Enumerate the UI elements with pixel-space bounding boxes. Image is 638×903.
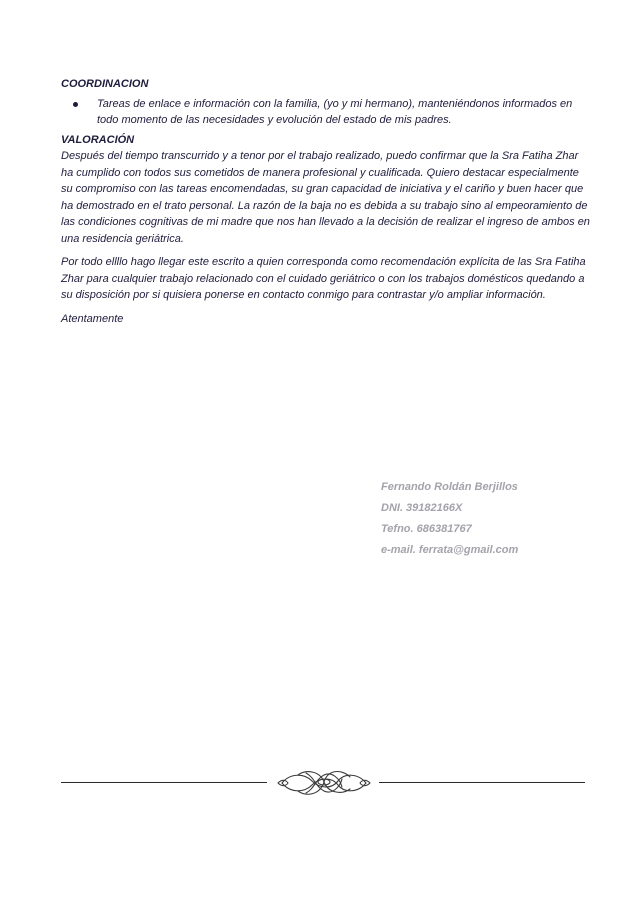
coordinacion-heading: COORDINACION (61, 78, 149, 90)
signature-phone: Tefno. 686381767 (381, 523, 472, 535)
letter-body (61, 76, 591, 334)
valoracion-paragraph-1: Después del tiempo transcurrido y a tenor por el trabajo realizado, puedo confirmar que la Sra Fatiha Zhar ha cumplido con todos sus cometidos de manera profesional y cualificada. Quiero destacar especialmente su compromiso con las tareas encomendadas, su gran capacidad de iniciativa y el cariño y buen hacer que ha demostrado en el trato personal. La razón de la baja no es debida a su trabajo sino al empeoramiento de las condiciones cognitivas de mi madre que nos han llevado a la decisión de realizar el ingreso de ambos en una residencia geriátrica. (61, 150, 590, 245)
signature-dni: DNI. 39182166X (381, 502, 463, 514)
valoracion-paragraph-2: Por todo ellllo hago llegar este escrito a quien corresponda como recomendación explícita de las Sra Fatiha Zhar para cualquier trabajo relacionado con el cuidado geriátrico o con los trabajos domésticos quedando a su disposición por si quisiera ponerse en contacto conmigo para contrastar y/o ampliar información. (61, 256, 586, 301)
ornamental-flourish-icon (276, 765, 372, 799)
signature-name: Fernando Roldán Berjillos (381, 481, 518, 493)
list-item-text: Tareas de enlace e información con la familia, (yo y mi hermano), manteniéndonos informados en todo momento de las necesidades y evolución del estado de mis padres. (97, 97, 573, 126)
list-item (97, 96, 591, 129)
footer-rule-right (379, 782, 585, 783)
signature-email: e-mail. ferrata@gmail.com (381, 544, 519, 556)
valoracion-heading: VALORACIÓN (61, 133, 135, 146)
coordinacion-list (61, 96, 591, 129)
closing-text: Atentamente (61, 312, 124, 325)
footer-rule-left (61, 782, 267, 783)
signature-block (381, 477, 518, 561)
bullet-dot-icon (73, 102, 78, 107)
